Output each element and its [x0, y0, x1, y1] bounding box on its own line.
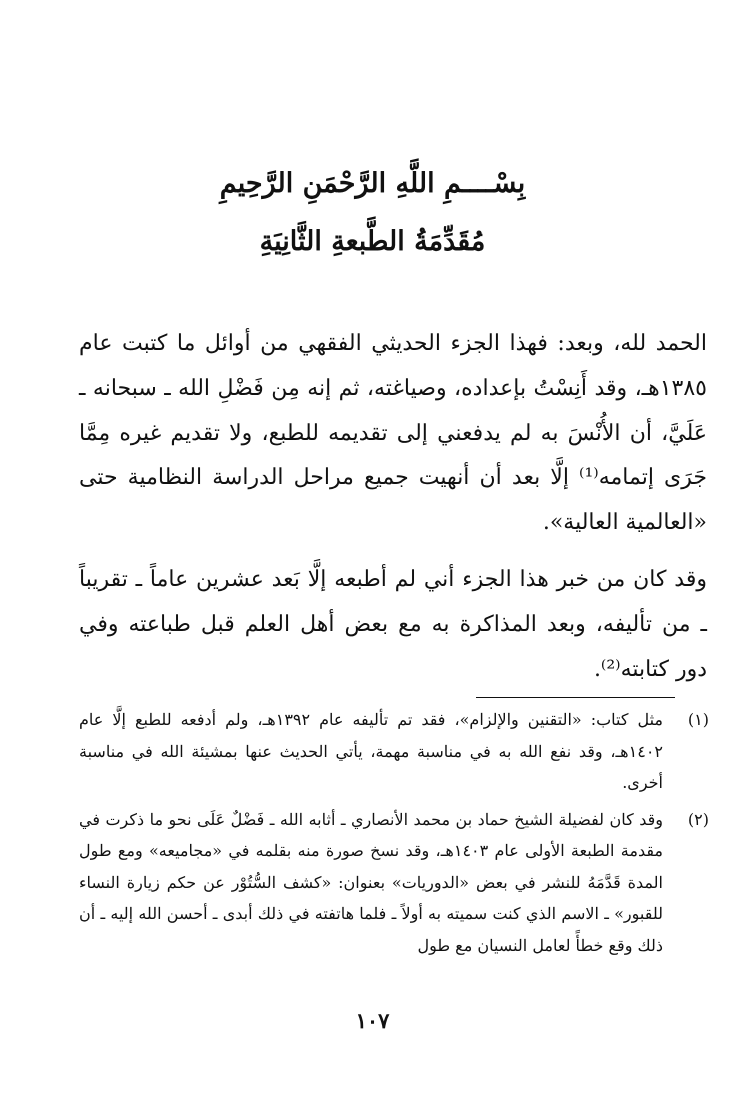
paragraph: وقد كان من خبر هذا الجزء أني لم أطبعه إلَّا بَعد عشرين عاماً ـ تقريباً ـ من تأليفه، وبعد المذاكرة به مع بعض أهل العلم قبل طباعته وفي دور كتابته⁽²⁾. [79, 566, 707, 682]
footnote-text: وقد كان لفضيلة الشيخ حماد بن محمد الأنصاري ـ أثابه الله ـ فَضْلٌ عَلَى نحو ما ذكرت في مقدمة الطبعة الأولى عام ١٤٠٣هـ، وقد نسخ صورة منه بقلمه في «مجاميعه» ومع طول المدة قَدَّمَهُ للنشر في بعض «الدوريات» بعنوان: «كشف السُّتُوْر عن حكم زيارة النساء للقبور» ـ الاسم الذي كنت سميته به أولاً ـ فلما هاتفته في ذلك أبدى ـ أحسن الله إليه ـ أن ذلك وقع خطأً لعامل النسيان مع طول [79, 809, 664, 955]
page-number: ١٠٧ [355, 1008, 390, 1033]
footnotes [79, 704, 709, 961]
footnote [79, 804, 709, 962]
paragraph: الحمد لله، وبعد: فهذا الجزء الحديثي الفقهي من أوائل ما كتبت عام ١٣٨٥هـ، وقد أَنِسْتُ بإعداده، وصياغته، ثم إنه مِن فَضْلِ الله ـ سبحانه ـ عَلَيَّ، أن الأُنْسَ به لم يدفعني إلى تقديمه للطبع، ولا تقديم غيره مِمَّا جَرَى إتمامه⁽¹⁾ إلَّا بعد أن أنهيت جميع مراحل الدراسة النظامية حتى «العالمية العالية». [79, 331, 707, 536]
footnote [79, 704, 709, 799]
main-text [79, 322, 707, 692]
section-heading: مُقَدِّمَةُ الطَّبعةِ الثَّانِيَةِ [259, 226, 486, 257]
footnote-text: مثل كتاب: «التقنين والإلزام»، فقد تم تأليفه عام ١٣٩٢هـ، ولم أدفعه للطبع إلَّا عام ١٤٠٢هـ، وقد نفع الله به في مناسبة مهمة، يأتي الحديث عنها بمشيئة الله في مناسبة أخرى. [79, 710, 664, 792]
footnote-number: (٢) [687, 809, 709, 829]
basmala: بِسْــــمِ اللَّهِ الرَّحْمَنِ الرَّحِيمِ [219, 168, 526, 199]
footnote-divider [476, 697, 675, 698]
footnote-number: (١) [687, 710, 709, 729]
